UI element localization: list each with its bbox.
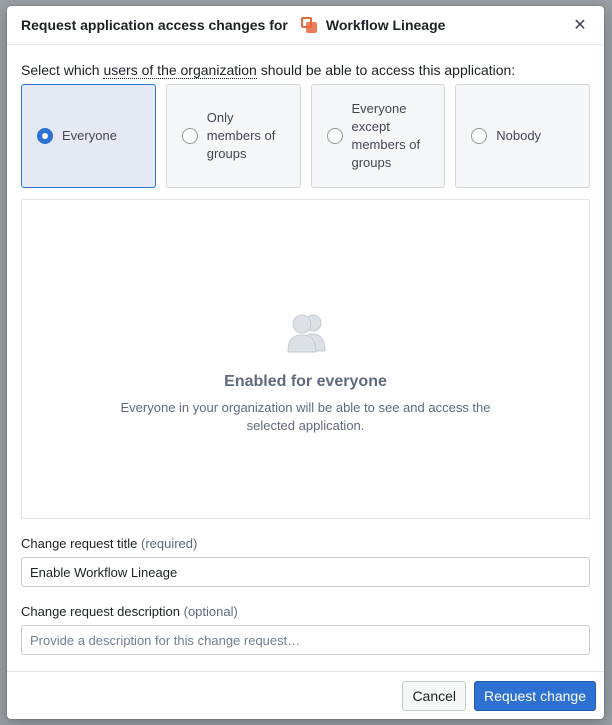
panel-title: Enabled for everyone bbox=[224, 373, 387, 390]
option-nobody[interactable] bbox=[455, 84, 590, 188]
prompt-text-after: should be able to access this application: bbox=[256, 62, 516, 78]
cancel-button[interactable]: Cancel bbox=[402, 681, 466, 711]
option-label: Nobody bbox=[496, 128, 542, 143]
people-icon bbox=[280, 311, 332, 355]
access-options bbox=[21, 84, 590, 188]
change-request-description-input[interactable] bbox=[21, 625, 590, 655]
option-everyone-except-members[interactable] bbox=[311, 84, 446, 188]
radio-only-members-of-groups[interactable] bbox=[182, 128, 198, 144]
request-change-button[interactable]: Request change bbox=[474, 681, 596, 711]
required-hint: (required) bbox=[140, 536, 198, 551]
option-label: Everyone bbox=[62, 128, 117, 143]
close-icon[interactable]: ✕ bbox=[573, 17, 587, 34]
radio-everyone-except-members[interactable] bbox=[327, 128, 343, 144]
description-label-text: Change request description bbox=[21, 604, 180, 619]
radio-nobody[interactable] bbox=[471, 128, 487, 144]
panel-description: Everyone in your organization will be able to see and access the selected application. bbox=[120, 400, 491, 433]
access-prompt bbox=[21, 62, 590, 78]
workflow-lineage-icon bbox=[300, 16, 318, 34]
title-label-text: Change request title bbox=[21, 536, 138, 551]
option-label: Only members of groups bbox=[206, 110, 276, 161]
prompt-text-before: Select which bbox=[21, 62, 104, 78]
request-access-dialog bbox=[7, 6, 604, 719]
app-name: Workflow Lineage bbox=[325, 17, 446, 33]
optional-hint: (optional) bbox=[183, 604, 238, 619]
option-everyone[interactable] bbox=[21, 84, 156, 188]
option-only-members-of-groups[interactable] bbox=[166, 84, 301, 188]
dialog-header bbox=[7, 6, 604, 45]
change-request-title-input[interactable] bbox=[21, 557, 590, 587]
dialog-body bbox=[7, 62, 604, 655]
users-of-organization-link[interactable]: users of the organization bbox=[103, 62, 257, 78]
dialog-footer bbox=[7, 671, 604, 719]
title-field-label bbox=[21, 536, 590, 551]
option-label: Everyone except members of groups bbox=[351, 101, 421, 170]
description-field-label bbox=[21, 604, 590, 619]
radio-everyone[interactable] bbox=[37, 128, 53, 144]
dialog-title: Request application access changes for bbox=[21, 17, 288, 33]
access-summary-panel bbox=[21, 199, 590, 519]
